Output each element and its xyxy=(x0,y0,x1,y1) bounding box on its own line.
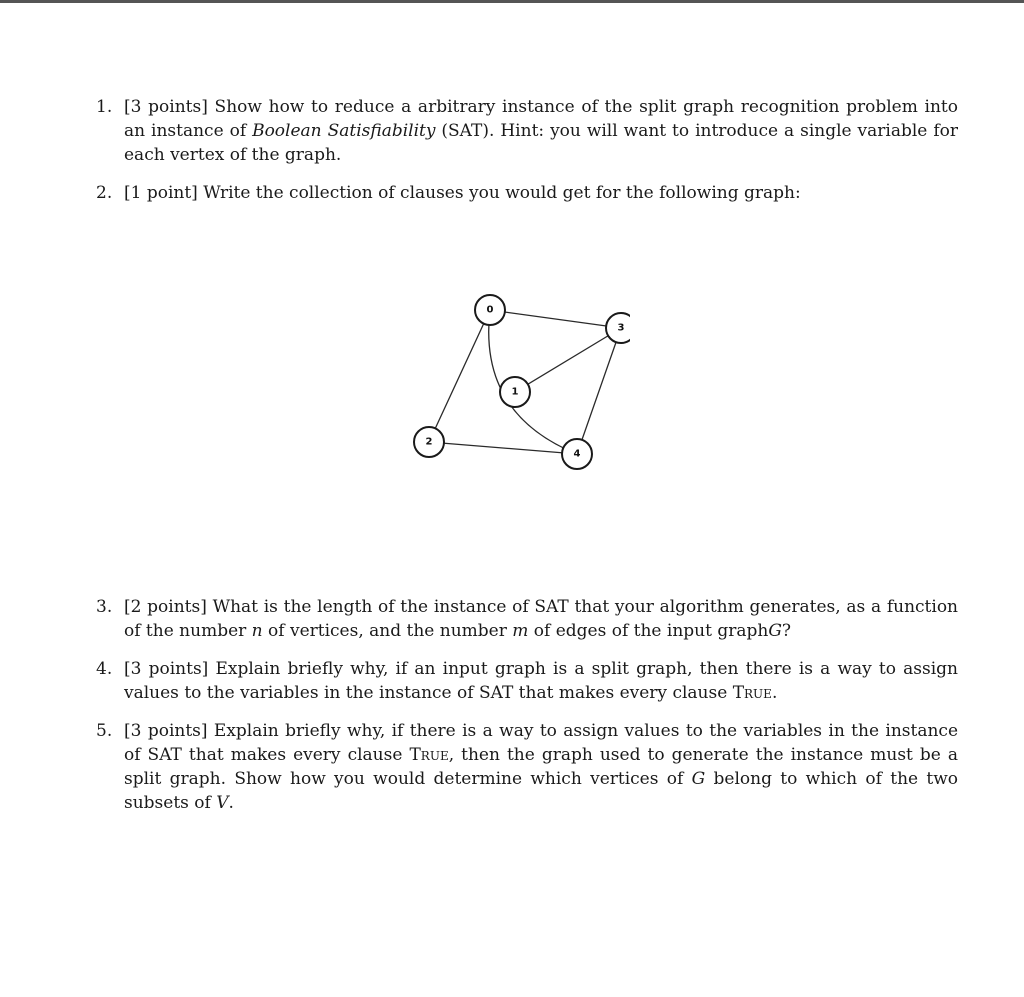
emphasized-term: Boolean Satisfiability xyxy=(252,121,436,141)
node-label: 3 xyxy=(617,322,625,334)
question-points: [3 points] xyxy=(124,97,208,117)
graph-node-1 xyxy=(500,377,530,407)
edge-0-4 xyxy=(489,310,577,454)
node-label: 1 xyxy=(511,386,519,398)
question-text: , then the graph used to generate the instance must be a split graph. Show how you would determine which vertices of xyxy=(124,745,959,789)
question-number: 4. xyxy=(96,659,113,679)
question-number: 5. xyxy=(96,721,113,741)
question-number: 1. xyxy=(96,97,113,117)
question-number: 2. xyxy=(96,183,113,203)
question-text: (SAT). Hint: you will want to introduce a single variable for each vertex of the graph. xyxy=(124,121,958,165)
edge-0-3 xyxy=(490,310,621,328)
math-variable-m: m xyxy=(512,621,529,641)
question-points: [2 points] xyxy=(124,597,207,617)
question-text: ? xyxy=(781,621,792,641)
math-variable-g: G xyxy=(691,769,706,789)
graph-node-4 xyxy=(562,439,592,469)
math-variable-v: V xyxy=(216,793,229,813)
question-text: Explain briefly why, if there is a way to assign values to the variables in the instance of SAT that makes every clause xyxy=(124,721,959,765)
question-body xyxy=(124,595,958,643)
question-text: of edges of the input graph xyxy=(533,621,769,641)
question-text: of vertices, and the number xyxy=(268,621,507,641)
question-1 xyxy=(96,95,958,167)
true-keyword: True xyxy=(409,745,449,765)
question-text: . xyxy=(771,683,778,703)
node-label: 2 xyxy=(425,436,433,448)
question-body xyxy=(124,657,958,705)
graph-node-2 xyxy=(414,427,444,457)
node-label: 4 xyxy=(573,448,581,460)
question-text: What is the length of the instance of SAT that your algorithm generates, as a function of the number xyxy=(124,597,959,641)
question-body xyxy=(124,181,958,205)
top-border xyxy=(0,0,1024,3)
edge-3-4 xyxy=(577,328,621,454)
question-text: . xyxy=(228,793,234,813)
math-variable-n: n xyxy=(251,621,263,641)
question-number: 3. xyxy=(96,597,113,617)
true-keyword: True xyxy=(732,683,772,703)
edge-0-2 xyxy=(429,310,490,442)
question-text: belong to which of the two subsets of xyxy=(124,769,959,813)
edge-1-3 xyxy=(515,328,621,392)
question-text: Write the collection of clauses you would get for the following graph: xyxy=(203,183,801,203)
question-4 xyxy=(96,657,958,705)
question-text: Explain briefly why, if an input graph is a split graph, then there is a way to assign values to the variables in the instance of SAT that makes every clause xyxy=(124,659,958,703)
question-body xyxy=(124,719,958,815)
graph-figure xyxy=(400,282,630,472)
graph-node-3 xyxy=(606,313,630,343)
graph-node-0 xyxy=(475,295,505,325)
question-3 xyxy=(96,595,958,643)
node-label: 0 xyxy=(486,304,494,316)
question-points: [3 points] xyxy=(124,659,209,679)
question-2 xyxy=(96,181,958,205)
question-points: [3 points] xyxy=(124,721,208,741)
question-points: [1 point] xyxy=(124,183,198,203)
math-variable-g: G xyxy=(768,621,782,641)
question-body xyxy=(124,95,958,167)
question-5 xyxy=(96,719,958,815)
question-text: Show how to reduce a arbitrary instance of the split graph recognition problem into an instance of xyxy=(124,97,959,141)
